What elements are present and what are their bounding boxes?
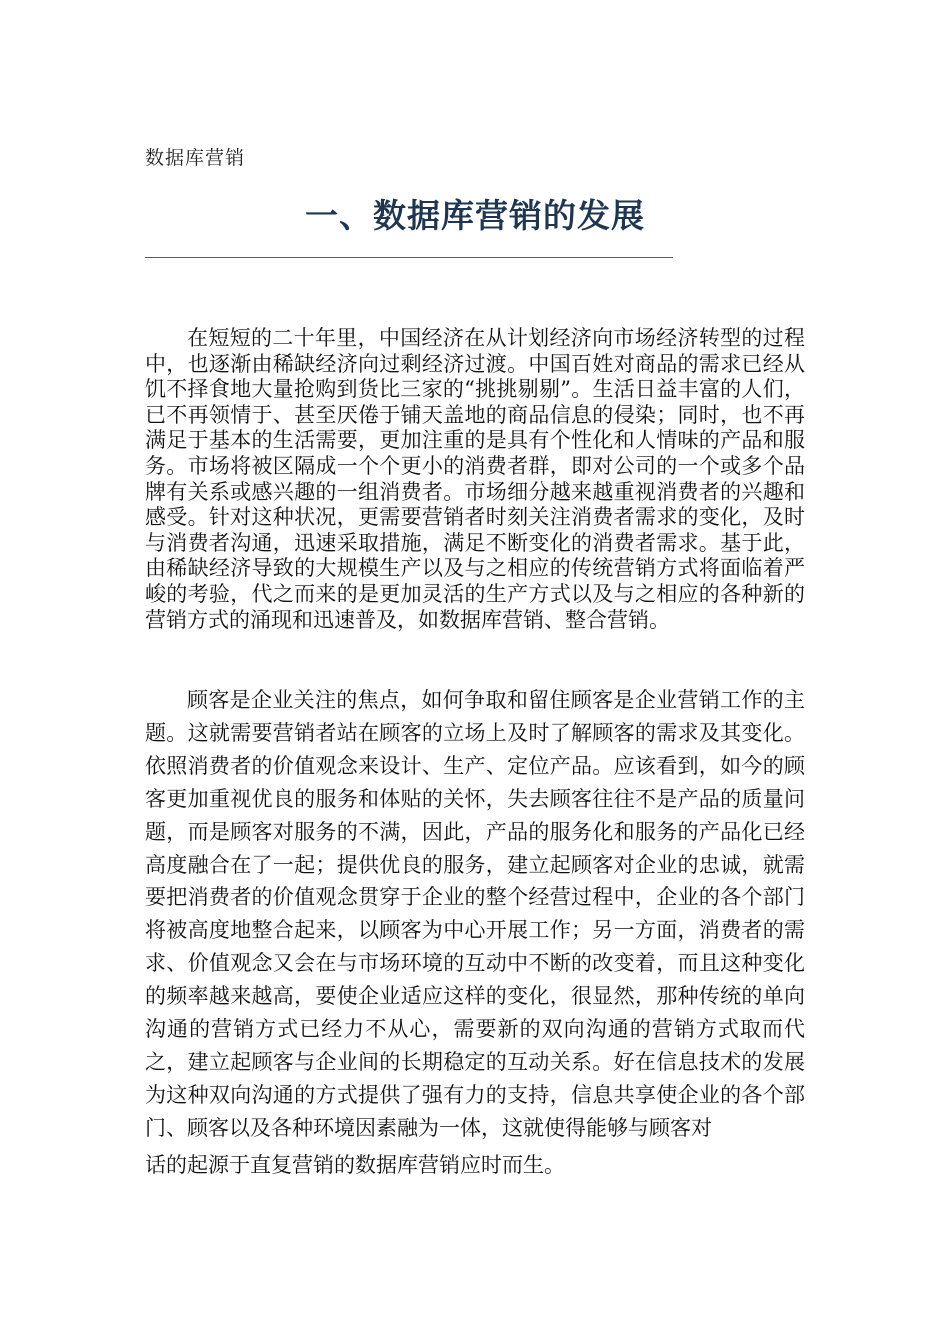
paragraph-continuation: 话的起源于直复营销的数据库营销应时而生。 [145, 1153, 565, 1177]
title-divider [145, 257, 673, 258]
paragraph-customer-focus: 顾客是企业关注的焦点，如何争取和留住顾客是企业营销工作的主题。这就需要营销者站在顾客的立场上及时了解顾客的需求及其变化。依照消费者的价值观念来设计、生产、定位产品。应该看到，如今的顾客更加重视优良的服务和体贴的关怀，失去顾客往往不是产品的质量问题，而是顾客对服务的不满，因此，产品的服务化和服务的产品化已经高度融合在了一起；提供优良的服务，建立起顾客对企业的忠诚，就需要把消费者的价值观念贯穿于企业的整个经营过程中，企业的各个部门将被高度地整合起来，以顾客为中心开展工作；另一方面，消费者的需求、价值观念又会在与市场环境的互动中不断的改变着，而且这种变化的频率越来越高，要使企业适应这样的变化，很显然，那种传统的单向沟通的营销方式已经力不从心，需要新的双向沟通的营销方式取而代之，建立起顾客与企业间的长期稳定的互动关系。好在信息技术的发展为这种双向沟通的方式提供了强有力的支持，信息共享使企业的各个部门、顾客以及各种环境因素融为一体，这就使得能够与顾客对 [145, 688, 805, 1140]
paragraph-market-transition: 在短短的二十年里，中国经济在从计划经济向市场经济转型的过程中，也逐渐由稀缺经济向过剩经济过渡。中国百姓对商品的需求已经从饥不择食地大量抢购到货比三家的“挑挑剔剔”。生活日益丰富的人们，已不再领情于、甚至厌倦于铺天盖地的商品信息的侵染；同时，也不再满足于基本的生活需要，更加注重的是具有个性化和人情味的产品和服务。市场将被区隔成一个个更小的消费者群，即对公司的一个或多个品牌有关系或感兴趣的一组消费者。市场细分越来越重视消费者的兴趣和感受。针对这种状况，更需要营销者时刻关注消费者需求的变化，及时与消费者沟通，迅速采取措施，满足不断变化的消费者需求。基于此，由稀缺经济导致的大规模生产以及与之相应的传统营销方式将面临着严峻的考验，代之而来的是更加灵活的生产方式以及与之相应的各种新的营销方式的涌现和迅速普及，如数据库营销、整合营销。 [145, 326, 805, 632]
running-header: 数据库营销 [145, 147, 246, 169]
section-title: 一、数据库营销的发展 [305, 196, 645, 235]
